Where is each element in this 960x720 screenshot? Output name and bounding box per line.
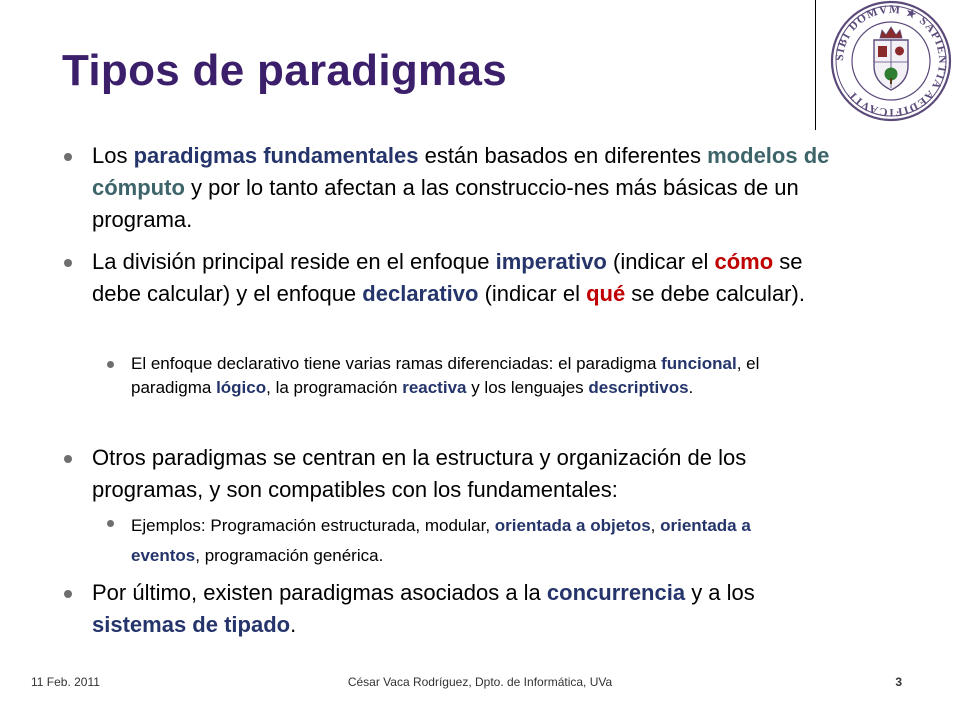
bullet-text: , programación genérica. bbox=[195, 546, 384, 565]
footer-date: 11 Feb. 2011 bbox=[31, 675, 100, 689]
highlight-term: qué bbox=[586, 281, 626, 306]
bullet-text: Ejemplos: Programación estructurada, modular, bbox=[131, 516, 495, 535]
university-seal-logo bbox=[822, 0, 960, 122]
title-divider bbox=[815, 0, 816, 130]
slide-title: Tipos de paradigmas bbox=[62, 46, 508, 95]
bullet-marker bbox=[64, 259, 72, 267]
bullet-text: Los bbox=[92, 143, 134, 168]
footer-author: César Vaca Rodríguez, Dpto. de Informática, UVa bbox=[347, 675, 613, 689]
bullet-paradigmas-fundamentales bbox=[92, 140, 852, 236]
highlight-term: sistemas de tipado bbox=[92, 612, 291, 637]
bullet-text: Por último, existen paradigmas asociados a la bbox=[92, 580, 547, 605]
highlight-term: declarativo bbox=[362, 281, 479, 306]
bullet-text: (indicar el bbox=[478, 281, 587, 306]
sub-bullet-marker bbox=[107, 520, 114, 527]
bullet-text: (indicar el bbox=[606, 249, 715, 274]
seal-motto: SIBI DOMVM ★ SAPIENTIA AEDIFICAVIT bbox=[833, 3, 949, 119]
bullet-text: y por lo tanto afectan a las construccio-nes más básicas de un programa. bbox=[92, 175, 799, 232]
bullet-text: El enfoque declarativo tiene varias ramas diferenciadas: el paradigma bbox=[131, 354, 662, 373]
bullet-text: Otros paradigmas se centran en la estructura y organización de los programas, y son compatibles con los fundamentales: bbox=[92, 445, 747, 502]
sub-bullet-marker bbox=[107, 361, 114, 368]
bullet-text: La división principal reside en el enfoque bbox=[92, 249, 496, 274]
highlight-term: imperativo bbox=[495, 249, 607, 274]
bullet-text: , la programación bbox=[266, 378, 403, 397]
bullet-text: se debe calcular) y el enfoque bbox=[92, 249, 803, 306]
bullet-marker bbox=[64, 153, 72, 161]
bullet-concurrencia-tipado bbox=[92, 577, 852, 641]
bullet-text: y a los bbox=[685, 580, 755, 605]
bullet-marker bbox=[64, 590, 72, 598]
bullet-text: . bbox=[688, 378, 694, 397]
footer-page-number: 3 bbox=[895, 675, 902, 689]
bullet-marker bbox=[64, 455, 72, 463]
bullet-text: se debe calcular). bbox=[625, 281, 805, 306]
bullet-text: están basados en diferentes bbox=[418, 143, 708, 168]
highlight-term: descriptivos bbox=[588, 378, 689, 397]
bullet-otros-paradigmas bbox=[92, 442, 852, 506]
bullet-text: , el paradigma bbox=[131, 354, 760, 397]
highlight-term: concurrencia bbox=[546, 580, 686, 605]
bullet-text: , bbox=[650, 516, 661, 535]
highlight-term: paradigmas fundamentales bbox=[133, 143, 419, 168]
highlight-term: reactiva bbox=[402, 378, 467, 397]
highlight-term: modelos de cómputo bbox=[92, 143, 830, 200]
highlight-term: orientada a objetos bbox=[494, 516, 651, 535]
bullet-text: . bbox=[290, 612, 297, 637]
bullet-text: y los lenguajes bbox=[466, 378, 589, 397]
highlight-term: cómo bbox=[714, 249, 774, 274]
sub-bullet-ejemplos bbox=[131, 511, 821, 571]
highlight-term: funcional bbox=[661, 354, 737, 373]
sub-bullet-enfoque-declarativo bbox=[131, 352, 821, 400]
bullet-division-principal bbox=[92, 246, 852, 310]
highlight-term: orientada a eventos bbox=[131, 516, 751, 565]
highlight-term: lógico bbox=[216, 378, 267, 397]
